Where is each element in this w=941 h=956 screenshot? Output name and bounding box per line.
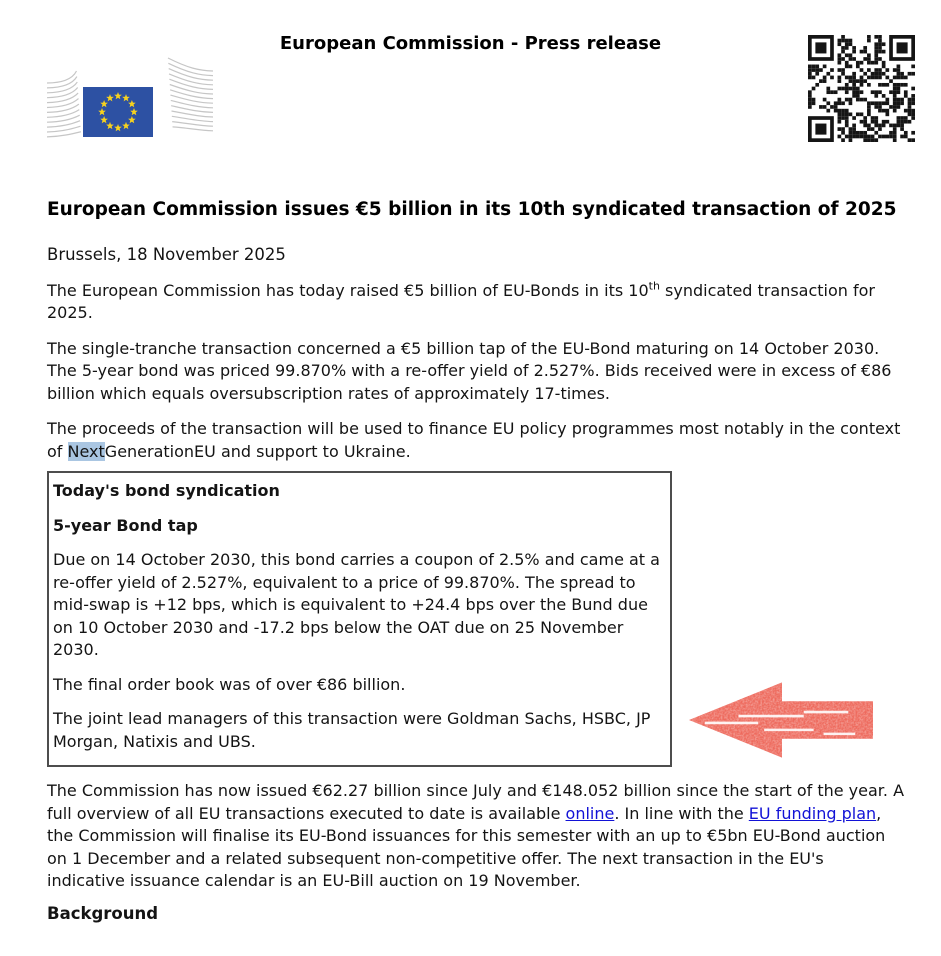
closing-text-1: The Commission has now issued €62.27 billion since July and €148.052 billion since the start of the year. A full overview of all EU transactions executed to date is available	[47, 781, 905, 823]
bond-syndication-box	[47, 471, 672, 767]
paragraph-intro	[47, 280, 905, 325]
red-arrow-annotation	[687, 679, 875, 761]
text-selection-highlight: Next	[67, 441, 105, 461]
box-lead-managers: The joint lead managers of this transaction were Goldman Sachs, HSBC, JP Morgan, Natixis and UBS.	[53, 709, 651, 751]
dateline: Brussels, 18 November 2025	[47, 245, 286, 264]
box-title: Today's bond syndication	[53, 481, 280, 500]
document-type-title: European Commission - Press release	[279, 33, 662, 54]
paragraph-closing	[47, 780, 905, 893]
paragraph-proceeds-text: The proceeds of the transaction will be used to finance EU policy programmes most notably in the context of	[47, 419, 901, 461]
box-bond-details: Due on 14 October 2030, this bond carries a coupon of 2.5% and came at a re-offer yield of 2.527%, equivalent to a price of 99.870%. The spread to mid-swap is +12 bps, which is equivalent to +24.4 bps over the Bund due on 10 October 2030 and -17.2 bps below the OAT due on 25 November 2030.	[53, 550, 660, 659]
box-order-book: The final order book was of over €86 billion.	[53, 674, 406, 694]
european-commission-logo	[47, 57, 215, 152]
paragraph-proceeds-text-after: GenerationEU and support to Ukraine.	[104, 441, 411, 461]
link-eu-funding-plan[interactable]: EU funding plan	[748, 803, 877, 823]
closing-text-3: , the Commission will finalise its EU-Bond issuances for this semester with an up to €5bn EU-Bond auction on 1 December and a related subsequent non-competitive offer. The next transaction in the EU's indicative issuance calendar is an EU-Bill auction on 19 November.	[47, 803, 886, 890]
paragraph-intro-text: The European Commission has today raised €5 billion of EU-Bonds in its 10	[47, 280, 649, 300]
press-release-body	[47, 196, 905, 925]
syndication-section	[47, 471, 905, 767]
masthead	[0, 0, 941, 170]
paragraph-transaction: The single-tranche transaction concerned a €5 billion tap of the EU-Bond maturing on 14 October 2030. The 5-year bond was priced 99.870% with a re-offer yield of 2.527%. Bids received were in excess of €86 billion which equals oversubscription rates of approximately 17-times.	[47, 338, 892, 403]
qr-code	[808, 35, 915, 142]
closing-text-2: . In line with the	[614, 803, 749, 823]
headline: European Commission issues €5 billion in its 10th syndicated transaction of 2025	[47, 199, 897, 220]
box-subtitle: 5-year Bond tap	[53, 515, 198, 535]
link-online[interactable]: online	[565, 803, 615, 823]
superscript-th: th	[648, 279, 660, 293]
paragraph-proceeds	[47, 418, 905, 463]
background-heading: Background	[47, 903, 159, 923]
paragraph-intro-text-after: syndicated transaction for 2025.	[47, 280, 875, 322]
